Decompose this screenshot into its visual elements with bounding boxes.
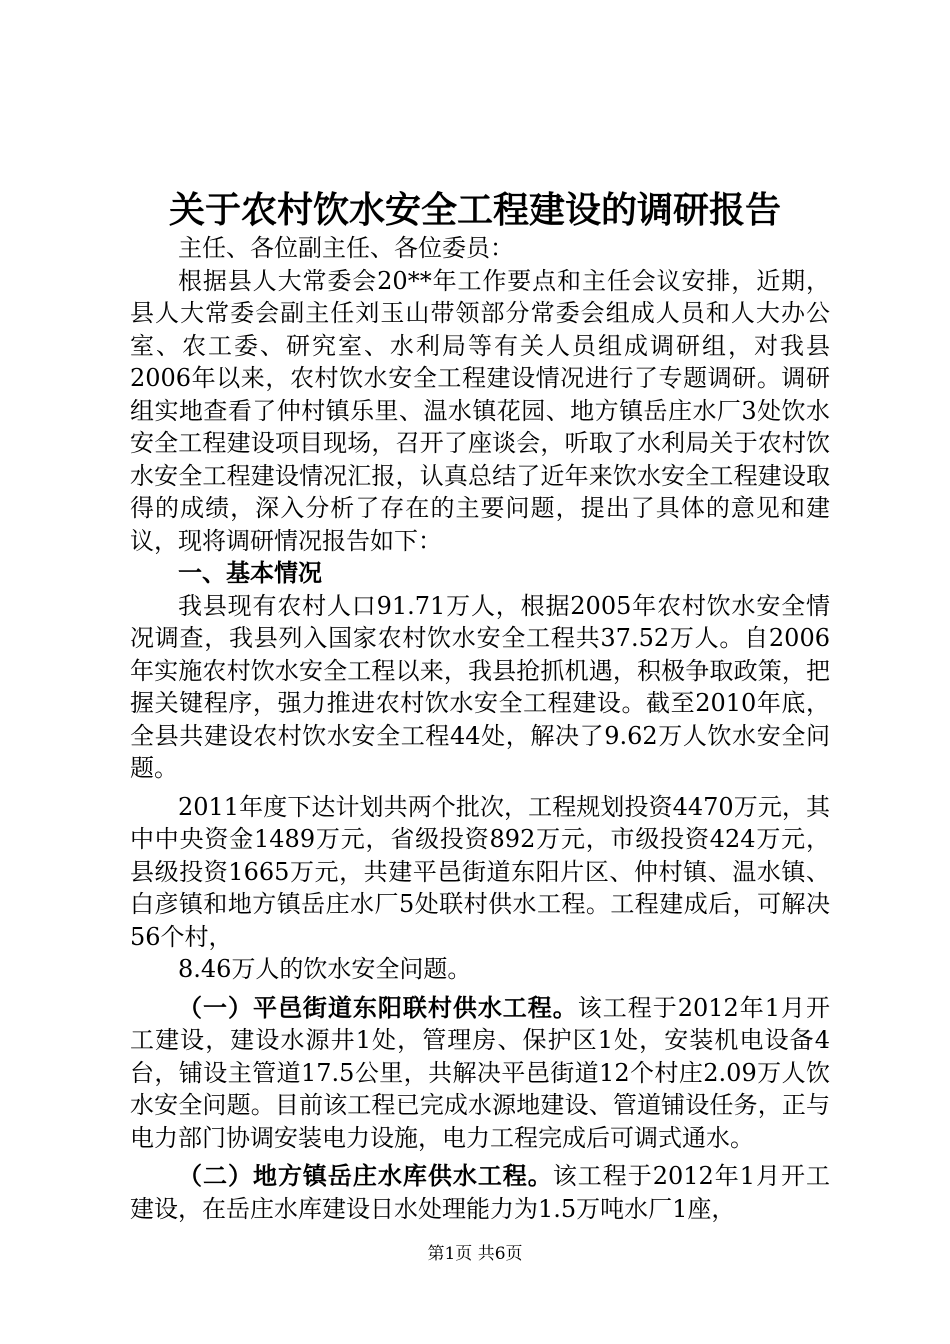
paragraph-investment: 2011年度下达计划共两个批次，工程规划投资4470万元，其中中央资金1489万元，省级投资892万元，市级投资424万元，县级投资1665万元，共建平邑街道东阳片区、仲村镇、温水镇、白彦镇和地方镇岳庄水厂5处联村供水工程。工程建成后，可解决56个村， <box>130 792 830 951</box>
page-number-footer: 第1页 共6页 <box>427 1244 523 1264</box>
item-dongyang-project <box>130 992 830 1155</box>
paragraph-beneficiaries: 8.46万人的饮水安全问题。 <box>178 955 472 983</box>
intro-paragraph: 根据县人大常委会20**年工作要点和主任会议安排，近期，县人大常委会副主任刘玉山带领部分常委会组成人员和人大办公室、农工委、研究室、水利局等有关人员组成调研组，对我县2006年以来，农村饮水安全工程建设情况进行了专题调研。调研组实地查看了仲村镇乐里、温水镇花园、地方镇岳庄水厂3处饮水安全工程建设项目现场，召开了座谈会，听取了水利局关于农村饮水安全工程建设情况汇报，认真总结了近年来饮水安全工程建设取得的成绩，深入分析了存在的主要问题，提出了具体的意见和建议，现将调研情况报告如下： <box>130 266 830 555</box>
item-text: 该工程于2012年1月开工建设，建设水源井1处，管理房、保护区1处，安装机电设备4台，铺设主管道17.5公里，共解决平邑街道12个村庄2.09万人饮水安全问题。目前该工程已完成水源地建设、管道铺设任务，正与电力部门协调安装电力设施，电力工程完成后可调式通水。 <box>130 993 830 1152</box>
section-heading-basic: 一、基本情况 <box>178 559 322 587</box>
item-yuezhuang-project <box>130 1160 830 1225</box>
item-text: 该工程于2012年1月开工建设，在岳庄水库建设日水处理能力为1.5万吨水厂1座， <box>130 1162 830 1223</box>
salutation: 主任、各位副主任、各位委员： <box>178 234 514 262</box>
item-heading: （一）平邑街道东阳联村供水工程。 <box>178 993 578 1022</box>
paragraph-population: 我县现有农村人口91.71万人，根据2005年农村饮水安全情况调查，我县列入国家农村饮水安全工程共37.52万人。自2006年实施农村饮水安全工程以来，我县抢抓机遇，积极争取政策，把握关键程序，强力推进农村饮水安全工程建设。截至2010年底，全县共建设农村饮水安全工程44处，解决了9.62万人饮水安全问题。 <box>130 591 830 782</box>
document-title: 关于农村饮水安全工程建设的调研报告 <box>168 190 781 231</box>
item-heading: （二）地方镇岳庄水库供水工程。 <box>178 1162 553 1190</box>
document-body <box>130 232 830 1225</box>
